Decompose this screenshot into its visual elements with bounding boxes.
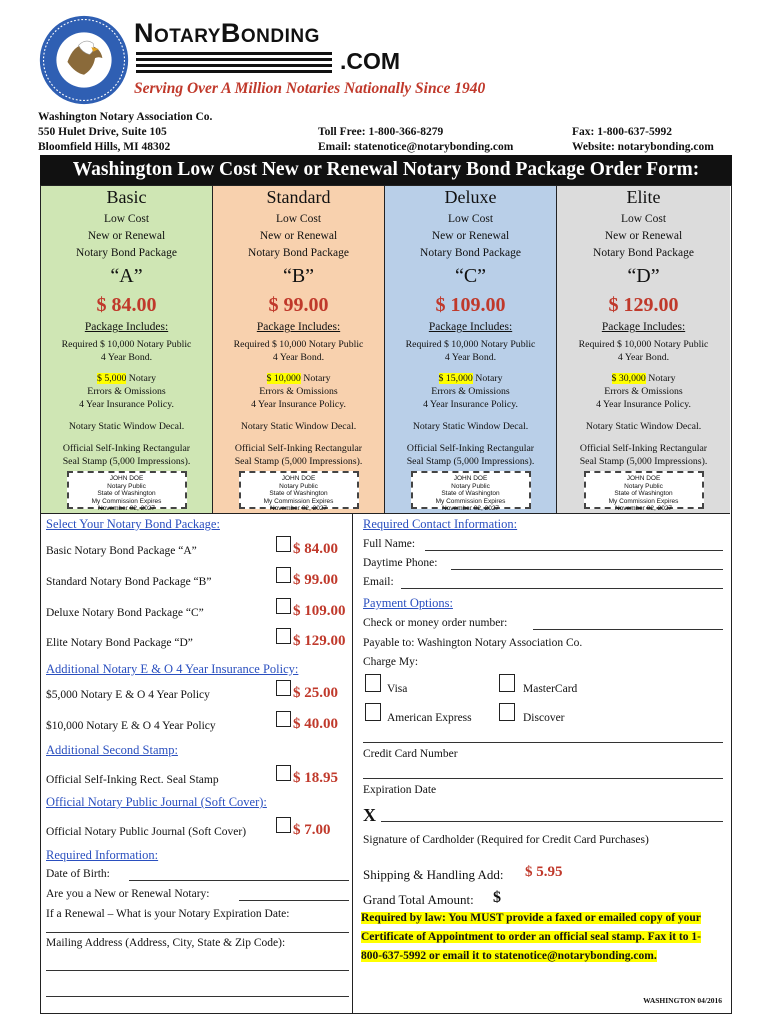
visa-label: Visa (387, 683, 408, 695)
second-stamp-title: Additional Second Stamp: (46, 743, 178, 757)
eo-line-3: 4 Year Insurance Policy. (79, 399, 174, 410)
address-line-1: Washington Notary Association Co. (38, 111, 213, 123)
order-form (40, 185, 732, 1014)
bond-line-2: 4 Year Bond. (617, 352, 670, 363)
payable-to: Payable to: Washington Notary Association Co. (363, 637, 583, 649)
package-desc-1: Low Cost (620, 213, 667, 225)
package-desc-3: Notary Bond Package (420, 247, 521, 259)
eo-option-label: $5,000 Notary E & O 4 Year Policy (46, 689, 210, 701)
grand-total-sign: $ (493, 889, 501, 906)
email-label: Email: (363, 576, 394, 588)
package-includes: Package Includes: (256, 321, 341, 333)
brand-name: NotaryBonding (134, 18, 320, 48)
package-columns (41, 186, 730, 513)
cc-number-label: Credit Card Number (363, 748, 458, 760)
stamp-sample-title: Notary Public (624, 482, 663, 490)
journal-checkbox[interactable] (276, 817, 291, 833)
package-option-checkbox[interactable] (276, 628, 291, 644)
package-name: Elite (626, 187, 661, 207)
bond-line-1: Required $ 10,000 Notary Public (61, 339, 192, 350)
eo-line-3: 4 Year Insurance Policy. (423, 399, 518, 410)
package-includes: Package Includes: (428, 321, 513, 333)
stamp-option-label: Official Self-Inking Rect. Seal Stamp (46, 774, 219, 786)
stamp-line-1: Official Self-Inking Rectangular (406, 443, 535, 454)
discover-checkbox[interactable] (499, 703, 515, 721)
slogan: Serving Over A Million Notaries Nationally Since 1940 (134, 80, 486, 97)
package-desc-1: Low Cost (275, 213, 322, 225)
bond-line-1: Required $ 10,000 Notary Public (578, 339, 709, 350)
package-price: $ 84.00 (96, 294, 157, 316)
stamp-line-2: Seal Stamp (5,000 Impressions). (579, 456, 708, 467)
stamp-line-2: Seal Stamp (5,000 Impressions). (62, 456, 191, 467)
stamp-line-1: Official Self-Inking Rectangular (62, 443, 191, 454)
stamp-sample-name: JOHN DOE (453, 475, 488, 482)
select-package-title: Select Your Notary Bond Package: (46, 517, 220, 531)
full-name-field[interactable] (425, 550, 723, 551)
phone-label: Daytime Phone: (363, 557, 438, 569)
mailing-address-field-1[interactable] (46, 970, 349, 971)
discover-label: Discover (523, 712, 565, 724)
stamp-sample-title: Notary Public (107, 482, 146, 490)
bond-line-2: 4 Year Bond. (100, 352, 153, 363)
package-desc-1: Low Cost (103, 213, 150, 225)
left-order-section (41, 513, 353, 1013)
bond-line-1: Required $ 10,000 Notary Public (233, 339, 364, 350)
stamp-sample-date: November 02, 2027 (97, 505, 156, 513)
package-price: $ 99.00 (268, 294, 329, 316)
header-email: Email: statenotice@notarybonding.com (318, 141, 514, 153)
stamp-sample-date: November 02, 2027 (269, 505, 328, 513)
bond-line-2: 4 Year Bond. (272, 352, 325, 363)
brand-com: .COM (340, 48, 401, 74)
dob-label: Date of Birth: (46, 868, 110, 880)
cc-number-field[interactable] (363, 742, 723, 743)
package-name: Deluxe (444, 187, 497, 207)
eo-amount: $ 10,000 (266, 373, 301, 384)
stamp-price: $ 18.95 (293, 770, 338, 786)
mailing-address-label: Mailing Address (Address, City, State & Zip Code): (46, 937, 286, 949)
package-desc-1: Low Cost (447, 213, 494, 225)
header (0, 0, 770, 108)
right-order-section (353, 513, 730, 1013)
package-option-checkbox[interactable] (276, 598, 291, 614)
eo-option-price: $ 25.00 (293, 685, 338, 701)
stamp-checkbox[interactable] (276, 765, 291, 781)
eo-line-2: Errors & Omissions (87, 386, 166, 397)
payment-options-title: Payment Options: (363, 596, 453, 610)
package-basic (41, 186, 213, 513)
website: Website: notarybonding.com (572, 141, 714, 153)
contact-info-title: Required Contact Information: (363, 517, 518, 531)
mailing-address-field-2[interactable] (46, 996, 349, 997)
stamp-line-1: Official Self-Inking Rectangular (234, 443, 363, 454)
stamp-line-1: Official Self-Inking Rectangular (579, 443, 708, 454)
new-renewal-field[interactable] (239, 900, 349, 901)
new-renewal-label: Are you a New or Renewal Notary: (46, 888, 210, 900)
full-name-label: Full Name: (363, 538, 416, 550)
package-price: $ 109.00 (435, 294, 506, 316)
package-option-checkbox[interactable] (276, 567, 291, 583)
footer-code: WASHINGTON 04/2016 (643, 996, 722, 1005)
stamp-sample-title: Notary Public (279, 482, 318, 490)
package-option-label: Elite Notary Bond Package “D” (46, 637, 193, 649)
eo-option-checkbox[interactable] (276, 680, 291, 696)
stamp-sample-state: State of Washington (614, 490, 673, 498)
package-option-price: $ 129.00 (293, 633, 346, 649)
expiration-field[interactable] (363, 778, 723, 779)
package-name: Basic (106, 187, 147, 207)
stamp-sample-name: JOHN DOE (281, 475, 316, 482)
signature-label: Signature of Cardholder (Required for Credit Card Purchases) (363, 834, 649, 846)
eo-line-2: Errors & Omissions (604, 386, 683, 397)
stamp-sample-date: November 02, 2027 (441, 505, 500, 513)
package-option-label: Basic Notary Bond Package “A” (46, 545, 197, 557)
brand-stripes (136, 52, 332, 76)
package-desc-2: New or Renewal (604, 230, 683, 242)
eo-line-3: 4 Year Insurance Policy. (596, 399, 691, 410)
package-elite (557, 186, 730, 513)
eo-amount: $ 15,000 (438, 373, 473, 384)
stamp-sample-commission: My Commission Expires (608, 497, 679, 505)
journal-option-label: Official Notary Public Journal (Soft Cover) (46, 826, 247, 838)
fax: Fax: 1-800-637-5992 (572, 126, 672, 138)
renewal-expiration-label: If a Renewal – What is your Notary Expiration Date: (46, 908, 290, 920)
address-line-3: Bloomfield Hills, MI 48302 (38, 141, 171, 153)
amex-label: American Express (387, 712, 472, 724)
stamp-sample-commission: My Commission Expires (263, 497, 334, 505)
package-letter: “C” (454, 265, 487, 287)
stamp-sample-state: State of Washington (269, 490, 328, 498)
check-label: Check or money order number: (363, 617, 508, 629)
package-includes: Package Includes: (601, 321, 686, 333)
stamp-sample (67, 471, 187, 513)
journal-price: $ 7.00 (293, 822, 331, 838)
bond-line-2: 4 Year Bond. (444, 352, 497, 363)
address-block (38, 110, 212, 155)
check-number-field[interactable] (533, 629, 723, 630)
stamp-sample-title: Notary Public (451, 482, 490, 490)
stamp-sample-name: JOHN DOE (626, 475, 661, 482)
stamp-sample-state: State of Washington (97, 490, 156, 498)
toll-free: Toll Free: 1-800-366-8279 (318, 126, 444, 138)
expiration-label: Expiration Date (363, 784, 437, 796)
eo-line-2: Errors & Omissions (259, 386, 338, 397)
legal-notice-text: Required by law: You MUST provide a faxed or emailed copy of your Certificate of Appointment to order an official seal stamp. Fax it to 1-800-637-5992 or email it to statenotice@notarybonding.com. (361, 912, 701, 962)
package-standard (213, 186, 385, 513)
charge-label: Charge My: (363, 656, 419, 668)
package-desc-2: New or Renewal (87, 230, 166, 242)
amex-checkbox[interactable] (365, 703, 381, 721)
signature-x: X (363, 805, 376, 825)
package-desc-2: New or Renewal (431, 230, 510, 242)
signature-field[interactable] (381, 821, 723, 822)
package-option-checkbox[interactable] (276, 536, 291, 552)
package-desc-3: Notary Bond Package (593, 247, 694, 259)
shipping-price: $ 5.95 (525, 864, 563, 880)
package-desc-3: Notary Bond Package (76, 247, 177, 259)
package-option-label: Deluxe Notary Bond Package “C” (46, 607, 204, 619)
eo-line-2: Errors & Omissions (431, 386, 510, 397)
mastercard-label: MasterCard (523, 683, 578, 695)
stamp-sample-state: State of Washington (441, 490, 500, 498)
contact-block (318, 125, 513, 155)
form-title: Washington Low Cost New or Renewal Notary Bond Package Order Form: (40, 155, 732, 185)
stamp-line-2: Seal Stamp (5,000 Impressions). (406, 456, 535, 467)
stamp-sample-commission: My Commission Expires (435, 497, 506, 505)
decal-line: Notary Static Window Decal. (68, 421, 185, 432)
dob-field[interactable] (129, 880, 349, 881)
stamp-sample-date: November 02, 2027 (614, 505, 673, 513)
stamp-sample (411, 471, 531, 513)
stamp-sample-name: JOHN DOE (109, 475, 144, 482)
package-option-price: $ 99.00 (293, 572, 338, 588)
package-option-price: $ 109.00 (293, 603, 346, 619)
eo-option-label: $10,000 Notary E & O 4 Year Policy (46, 720, 216, 732)
package-letter: “B” (282, 265, 315, 287)
package-option-label: Standard Notary Bond Package “B” (46, 576, 212, 588)
package-letter: “A” (110, 265, 143, 287)
required-info-title: Required Information: (46, 848, 159, 862)
eo-policy-title: Additional Notary E & O 4 Year Insurance Policy: (46, 662, 299, 676)
eo-notary: Notary (126, 373, 157, 384)
mastercard-checkbox[interactable] (499, 674, 515, 692)
visa-checkbox[interactable] (365, 674, 381, 692)
address-line-2: 550 Hulet Drive, Suite 105 (38, 126, 167, 138)
stamp-sample-commission: My Commission Expires (91, 497, 162, 505)
package-desc-3: Notary Bond Package (248, 247, 349, 259)
grand-total-label: Grand Total Amount: (363, 892, 474, 907)
eo-option-checkbox[interactable] (276, 711, 291, 727)
shipping-label: Shipping & Handling Add: (363, 867, 504, 882)
eo-notary: Notary (472, 373, 503, 384)
decal-line: Notary Static Window Decal. (240, 421, 357, 432)
package-letter: “D” (627, 265, 660, 287)
eo-notary: Notary (300, 373, 331, 384)
notary-bonding-seal-logo (38, 14, 130, 106)
journal-title: Official Notary Public Journal (Soft Cover): (46, 795, 267, 809)
package-desc-2: New or Renewal (259, 230, 338, 242)
renewal-expiration-field[interactable] (46, 932, 349, 933)
eo-amount: $ 5,000 (96, 373, 127, 384)
package-name: Standard (266, 187, 331, 207)
email-field[interactable] (401, 588, 723, 589)
stamp-line-2: Seal Stamp (5,000 Impressions). (234, 456, 363, 467)
stamp-sample (239, 471, 359, 513)
decal-line: Notary Static Window Decal. (412, 421, 529, 432)
package-price: $ 129.00 (608, 294, 679, 316)
eo-notary: Notary (645, 373, 676, 384)
package-deluxe (385, 186, 557, 513)
package-option-price: $ 84.00 (293, 541, 338, 557)
legal-notice (361, 909, 719, 966)
fax-block (572, 125, 714, 155)
stamp-sample (584, 471, 704, 513)
eo-amount: $ 30,000 (611, 373, 646, 384)
package-includes: Package Includes: (84, 321, 169, 333)
eo-line-3: 4 Year Insurance Policy. (251, 399, 346, 410)
phone-field[interactable] (451, 569, 723, 570)
eo-option-price: $ 40.00 (293, 716, 338, 732)
bond-line-1: Required $ 10,000 Notary Public (405, 339, 536, 350)
decal-line: Notary Static Window Decal. (585, 421, 702, 432)
